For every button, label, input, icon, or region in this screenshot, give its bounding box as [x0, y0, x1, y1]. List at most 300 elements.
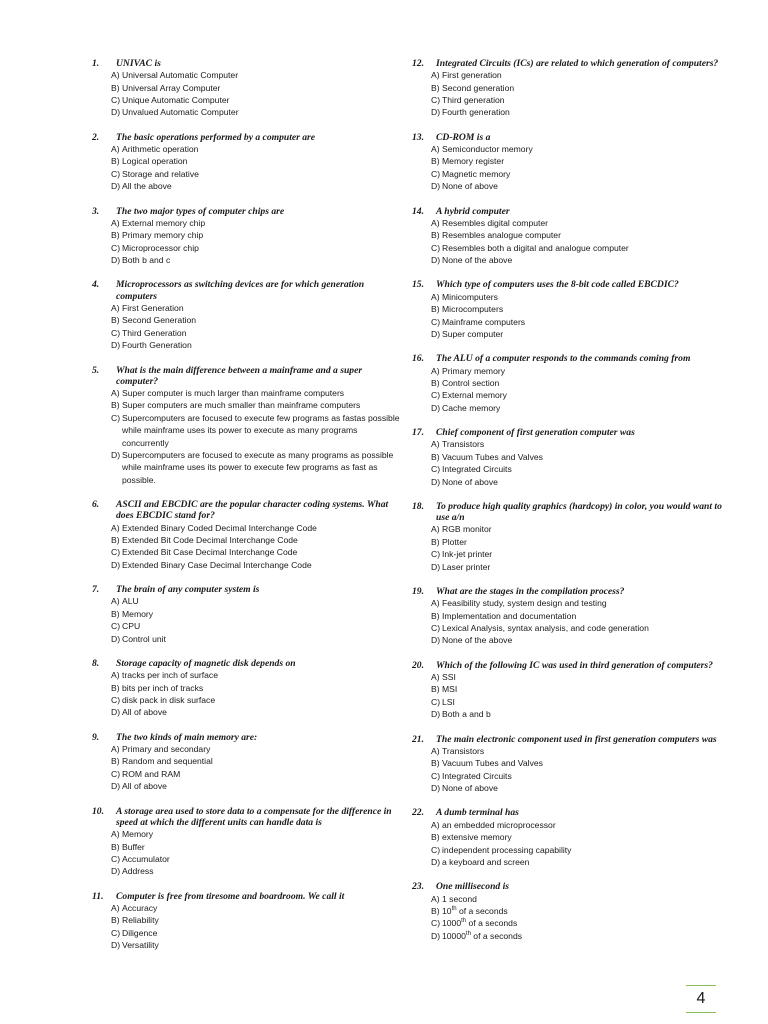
- answer-option: [111, 914, 402, 926]
- question-block: [412, 58, 722, 119]
- answer-option: [111, 94, 402, 106]
- option-main-text: Ink-jet printer: [442, 549, 493, 560]
- option-main-text: Extended Binary Case Decimal Interchange Code: [122, 559, 312, 570]
- question-heading: [412, 279, 722, 290]
- question-text: Microprocessors as switching devices are for which generation computers: [116, 279, 365, 302]
- option-text: [442, 106, 722, 118]
- answer-option: [111, 449, 402, 486]
- option-main-text: Mainframe computers: [442, 316, 526, 327]
- option-main-text: Primary and secondary: [122, 744, 211, 755]
- option-letter: C): [111, 695, 121, 706]
- option-letter: B): [111, 841, 120, 852]
- answer-option: [431, 365, 722, 377]
- question-block: [412, 881, 722, 942]
- answer-option: [111, 254, 402, 266]
- option-text: [122, 595, 402, 607]
- question-heading: [412, 586, 722, 597]
- question-text: A hybrid computer: [436, 205, 510, 217]
- question-text: The brain of any computer system is: [116, 584, 260, 596]
- option-main-text: Logical operation: [122, 156, 188, 167]
- option-text: [122, 82, 402, 94]
- option-text: [442, 143, 722, 155]
- option-letter: A): [111, 596, 120, 607]
- question-text: Storage capacity of magnetic disk depends on: [116, 658, 296, 670]
- answer-option: [431, 69, 722, 81]
- option-text: [442, 782, 722, 794]
- option-letter: D): [111, 866, 121, 877]
- answer-option: [111, 143, 402, 155]
- option-letter: C): [111, 853, 121, 864]
- option-main-text: Extended Bit Case Decimal Interchange Code: [122, 547, 298, 558]
- option-text: [442, 745, 722, 757]
- question-text: Integrated Circuits (ICs) are related to which generation of computers?: [436, 58, 719, 69]
- option-main-text: Feasibility study, system design and testing: [442, 598, 607, 609]
- answer-option: [111, 682, 402, 694]
- question-text: One millisecond is: [436, 881, 510, 893]
- option-text: [122, 669, 402, 681]
- option-letter: B): [431, 832, 440, 843]
- question-number: 19.: [412, 586, 424, 597]
- option-letter: C): [431, 918, 441, 929]
- answer-option: [111, 768, 402, 780]
- option-text: [122, 449, 402, 486]
- option-letter: D): [111, 633, 121, 644]
- option-text: [442, 168, 722, 180]
- option-main-text: Implementation and documentation: [442, 610, 577, 621]
- option-main-text: Semiconductor memory: [442, 144, 533, 155]
- question-heading: [92, 279, 402, 301]
- option-main-text: Cache memory: [442, 402, 501, 413]
- option-text: [122, 620, 402, 632]
- option-text: [122, 743, 402, 755]
- left-column: [92, 58, 402, 965]
- option-text: [122, 69, 402, 81]
- question-heading: [412, 501, 722, 523]
- option-text: [442, 770, 722, 782]
- option-main-text: Storage and relative: [122, 168, 199, 179]
- question-text: The basic operations performed by a computer are: [116, 131, 316, 143]
- question-heading: [92, 58, 402, 69]
- answer-option: [431, 155, 722, 167]
- question-block: [412, 807, 722, 868]
- option-letter: B): [431, 758, 440, 769]
- answer-option: [431, 242, 722, 254]
- option-letter: D): [431, 402, 441, 413]
- answer-option: [431, 622, 722, 634]
- answer-options: [431, 671, 722, 721]
- option-main-text: Super computer: [442, 328, 504, 339]
- option-text: [442, 94, 722, 106]
- option-main-text: extensive memory: [442, 832, 512, 843]
- option-text: [122, 853, 402, 865]
- answer-option: [111, 755, 402, 767]
- option-letter: A): [111, 217, 120, 228]
- answer-option: [431, 291, 722, 303]
- option-text: [442, 476, 722, 488]
- option-letter: A): [111, 744, 120, 755]
- option-text: [122, 694, 402, 706]
- option-text: [442, 316, 722, 328]
- option-letter: B): [111, 230, 120, 241]
- option-letter: B): [111, 534, 120, 545]
- option-text: [122, 902, 402, 914]
- answer-options: [431, 819, 722, 869]
- option-suffix-text: of a seconds: [456, 905, 508, 916]
- question-text: What is the main difference between a mainframe and a super computer?: [116, 364, 363, 387]
- answer-option: [431, 94, 722, 106]
- option-text: [442, 917, 722, 929]
- option-text: [442, 683, 722, 695]
- answer-option: [111, 559, 402, 571]
- option-text: [442, 548, 722, 560]
- answer-option: [111, 339, 402, 351]
- right-column: [412, 58, 722, 955]
- option-letter: A): [431, 524, 440, 535]
- question-text: CD-ROM is a: [436, 131, 491, 143]
- option-letter: A): [111, 302, 120, 313]
- option-letter: A): [111, 902, 120, 913]
- question-heading: [92, 806, 402, 828]
- question-block: [412, 427, 722, 488]
- option-letter: B): [111, 315, 120, 326]
- answer-option: [111, 706, 402, 718]
- question-heading: [412, 881, 722, 892]
- option-text: [442, 69, 722, 81]
- option-letter: A): [431, 439, 440, 450]
- option-main-text: Extended Bit Code Decimal Interchange Code: [122, 534, 298, 545]
- question-block: [412, 353, 722, 414]
- option-text: [122, 768, 402, 780]
- answer-option: [111, 927, 402, 939]
- question-number: 9.: [92, 731, 100, 743]
- option-letter: A): [431, 291, 440, 302]
- answer-option: [111, 314, 402, 326]
- answer-option: [431, 536, 722, 548]
- option-main-text: Diligence: [122, 927, 158, 938]
- option-letter: D): [111, 707, 121, 718]
- answer-option: [111, 327, 402, 339]
- option-text: [122, 94, 402, 106]
- question-heading: [412, 660, 722, 671]
- option-letter: C): [111, 927, 121, 938]
- option-main-text: Accuracy: [122, 902, 158, 913]
- option-main-text: LSI: [442, 696, 455, 707]
- answer-option: [431, 106, 722, 118]
- option-letter: B): [111, 608, 120, 619]
- answer-option: [431, 217, 722, 229]
- answer-option: [431, 548, 722, 560]
- question-heading: [412, 427, 722, 438]
- option-letter: D): [431, 255, 441, 266]
- question-text: A storage area used to store data to a compensate for the difference in speed at which the different units can handle data is: [116, 805, 392, 828]
- option-main-text: Both b and c: [122, 255, 171, 266]
- option-main-text: Accumulator: [122, 853, 170, 864]
- question-number: 12.: [412, 58, 424, 69]
- option-text: [442, 708, 722, 720]
- option-suffix-text: of a seconds: [466, 918, 518, 929]
- question-block: [92, 365, 402, 487]
- option-main-text: Memory: [122, 608, 154, 619]
- answer-options: [111, 143, 402, 193]
- option-text: [122, 534, 402, 546]
- answer-option: [111, 69, 402, 81]
- option-text: [442, 365, 722, 377]
- option-letter: D): [111, 107, 121, 118]
- option-main-text: Primary memory: [442, 365, 506, 376]
- question-text: A dumb terminal has: [436, 807, 519, 819]
- option-letter: D): [431, 709, 441, 720]
- answer-option: [431, 180, 722, 192]
- option-main-text: Arithmetic operation: [122, 144, 199, 155]
- answer-option: [431, 831, 722, 843]
- answer-option: [111, 180, 402, 192]
- option-letter: A): [431, 598, 440, 609]
- question-block: [92, 806, 402, 878]
- answer-option: [431, 303, 722, 315]
- answer-option: [111, 694, 402, 706]
- option-text: [122, 302, 402, 314]
- question-number: 15.: [412, 279, 424, 291]
- option-main-text: independent processing capability: [442, 844, 572, 855]
- option-letter: B): [111, 156, 120, 167]
- question-block: [412, 660, 722, 721]
- answer-option: [111, 743, 402, 755]
- question-number: 16.: [412, 353, 424, 365]
- option-letter: A): [431, 70, 440, 81]
- answer-option: [111, 841, 402, 853]
- answer-option: [431, 438, 722, 450]
- option-text: [122, 412, 402, 449]
- option-main-text: Microprocessor chip: [122, 242, 199, 253]
- option-text: [442, 217, 722, 229]
- answer-options: [431, 69, 722, 119]
- option-text: [122, 522, 402, 534]
- option-text: [442, 536, 722, 548]
- option-main-text: External memory: [442, 390, 507, 401]
- answer-option: [431, 377, 722, 389]
- question-block: [92, 206, 402, 267]
- answer-option: [111, 522, 402, 534]
- answer-options: [111, 902, 402, 952]
- question-block: [92, 279, 402, 351]
- answer-options: [111, 217, 402, 267]
- option-text: [122, 755, 402, 767]
- answer-option: [111, 669, 402, 681]
- option-superscript: th: [465, 930, 471, 937]
- option-letter: D): [111, 449, 121, 460]
- answer-options: [431, 365, 722, 415]
- question-block: [92, 584, 402, 645]
- option-letter: C): [111, 242, 121, 253]
- question-heading: [92, 499, 402, 521]
- option-main-text: bits per inch of tracks: [122, 682, 204, 693]
- answer-option: [111, 168, 402, 180]
- option-letter: B): [431, 304, 440, 315]
- answer-option: [111, 595, 402, 607]
- option-main-text: Integrated Circuits: [442, 770, 512, 781]
- option-main-text: Laser printer: [442, 561, 491, 572]
- option-main-text: Universal Array Computer: [122, 82, 221, 93]
- answer-options: [431, 523, 722, 573]
- option-text: [442, 303, 722, 315]
- question-number: 14.: [412, 205, 424, 217]
- answer-option: [431, 856, 722, 868]
- option-main-text: Buffer: [122, 841, 145, 852]
- question-text: The two kinds of main memory are:: [116, 731, 258, 743]
- answer-option: [431, 893, 722, 905]
- option-letter: C): [431, 623, 441, 634]
- option-letter: B): [111, 915, 120, 926]
- answer-option: [111, 620, 402, 632]
- option-letter: B): [431, 905, 440, 916]
- option-text: [442, 254, 722, 266]
- option-letter: B): [431, 156, 440, 167]
- answer-option: [431, 683, 722, 695]
- question-block: [92, 732, 402, 793]
- option-letter: A): [111, 670, 120, 681]
- option-text: [122, 106, 402, 118]
- option-main-text: ROM and RAM: [122, 768, 181, 779]
- answer-option: [111, 608, 402, 620]
- option-main-text: Both a and b: [442, 709, 491, 720]
- option-text: [122, 914, 402, 926]
- option-main-text: All the above: [122, 181, 172, 192]
- option-main-text: Second generation: [442, 82, 515, 93]
- option-main-text: None of above: [442, 783, 498, 794]
- option-letter: A): [431, 217, 440, 228]
- question-text: Which type of computers uses the 8-bit code called EBCDIC?: [436, 279, 679, 291]
- option-text: [122, 387, 402, 399]
- question-number: 11.: [92, 890, 104, 902]
- option-letter: C): [431, 464, 441, 475]
- option-letter: C): [431, 696, 441, 707]
- answer-option: [111, 546, 402, 558]
- answer-option: [431, 671, 722, 683]
- option-main-text: First Generation: [122, 302, 184, 313]
- answer-option: [431, 770, 722, 782]
- answer-option: [111, 534, 402, 546]
- option-letter: C): [431, 95, 441, 106]
- option-main-text: 10: [442, 905, 452, 916]
- option-text: [122, 180, 402, 192]
- option-main-text: Third Generation: [122, 327, 187, 338]
- option-letter: D): [111, 940, 121, 951]
- option-text: [442, 463, 722, 475]
- question-text: Which of the following IC was used in third generation of computers?: [436, 659, 713, 671]
- answer-options: [431, 438, 722, 488]
- option-letter: C): [431, 549, 441, 560]
- option-main-text: Primary memory chip: [122, 230, 204, 241]
- option-letter: A): [111, 522, 120, 533]
- option-text: [442, 757, 722, 769]
- answer-option: [111, 106, 402, 118]
- option-main-text: None of the above: [442, 635, 513, 646]
- answer-option: [431, 696, 722, 708]
- option-text: [122, 314, 402, 326]
- option-text: [122, 865, 402, 877]
- option-text: [442, 291, 722, 303]
- answer-option: [111, 399, 402, 411]
- option-letter: B): [431, 684, 440, 695]
- option-letter: A): [431, 745, 440, 756]
- option-main-text: Plotter: [442, 536, 467, 547]
- option-main-text: Resembles both a digital and analogue computer: [442, 242, 629, 253]
- option-main-text: Fourth generation: [442, 107, 510, 118]
- question-block: [92, 658, 402, 719]
- option-text: [442, 930, 722, 942]
- answer-option: [431, 597, 722, 609]
- option-text: [122, 254, 402, 266]
- option-text: [442, 819, 722, 831]
- question-text: To produce high quality graphics (hardcopy) in color, you would want to use a/n: [436, 500, 722, 524]
- option-letter: C): [431, 316, 441, 327]
- answer-option: [111, 828, 402, 840]
- option-text: [442, 155, 722, 167]
- option-main-text: Address: [122, 866, 154, 877]
- answer-option: [431, 143, 722, 155]
- question-block: [412, 206, 722, 267]
- question-number: 1.: [92, 58, 100, 69]
- option-letter: D): [431, 561, 441, 572]
- answer-option: [111, 780, 402, 792]
- option-text: [442, 696, 722, 708]
- question-text: What are the stages in the compilation process?: [436, 586, 625, 597]
- answer-options: [431, 143, 722, 193]
- option-letter: C): [111, 412, 121, 423]
- option-text: [122, 339, 402, 351]
- question-text: The ALU of a computer responds to the commands coming from: [436, 353, 691, 365]
- question-block: [92, 132, 402, 193]
- option-text: [442, 856, 722, 868]
- answer-option: [431, 463, 722, 475]
- option-letter: D): [111, 559, 121, 570]
- answer-option: [431, 523, 722, 535]
- option-text: [442, 328, 722, 340]
- option-main-text: Memory register: [442, 156, 505, 167]
- option-text: [442, 671, 722, 683]
- option-letter: D): [431, 328, 441, 339]
- page-number: 4: [686, 985, 716, 1013]
- question-block: [92, 891, 402, 952]
- option-letter: D): [431, 930, 441, 941]
- option-superscript: th: [451, 906, 457, 913]
- answer-options: [111, 828, 402, 878]
- option-main-text: Microcomputers: [442, 304, 504, 315]
- option-letter: B): [111, 82, 120, 93]
- option-text: [122, 927, 402, 939]
- answer-option: [431, 82, 722, 94]
- answer-option: [111, 853, 402, 865]
- option-main-text: Control unit: [122, 633, 166, 644]
- option-main-text: Extended Binary Coded Decimal Interchange Code: [122, 522, 317, 533]
- option-main-text: None of above: [442, 181, 498, 192]
- answer-option: [111, 302, 402, 314]
- option-main-text: Supercomputers are focused to execute few programs as fastas possible while mainframe uses its power to execute as many programs concurrently: [122, 412, 400, 448]
- option-main-text: Super computers are much smaller than mainframe computers: [122, 400, 361, 411]
- option-text: [442, 597, 722, 609]
- answer-options: [111, 69, 402, 119]
- option-letter: A): [111, 144, 120, 155]
- option-text: [122, 633, 402, 645]
- option-main-text: Super computer is much larger than mainframe computers: [122, 387, 345, 398]
- question-text: The main electronic component used in first generation computers was: [436, 733, 717, 745]
- option-text: [122, 608, 402, 620]
- option-text: [122, 939, 402, 951]
- answer-options: [431, 893, 722, 943]
- question-number: 4.: [92, 279, 100, 291]
- question-block: [412, 279, 722, 340]
- question-heading: [92, 891, 402, 902]
